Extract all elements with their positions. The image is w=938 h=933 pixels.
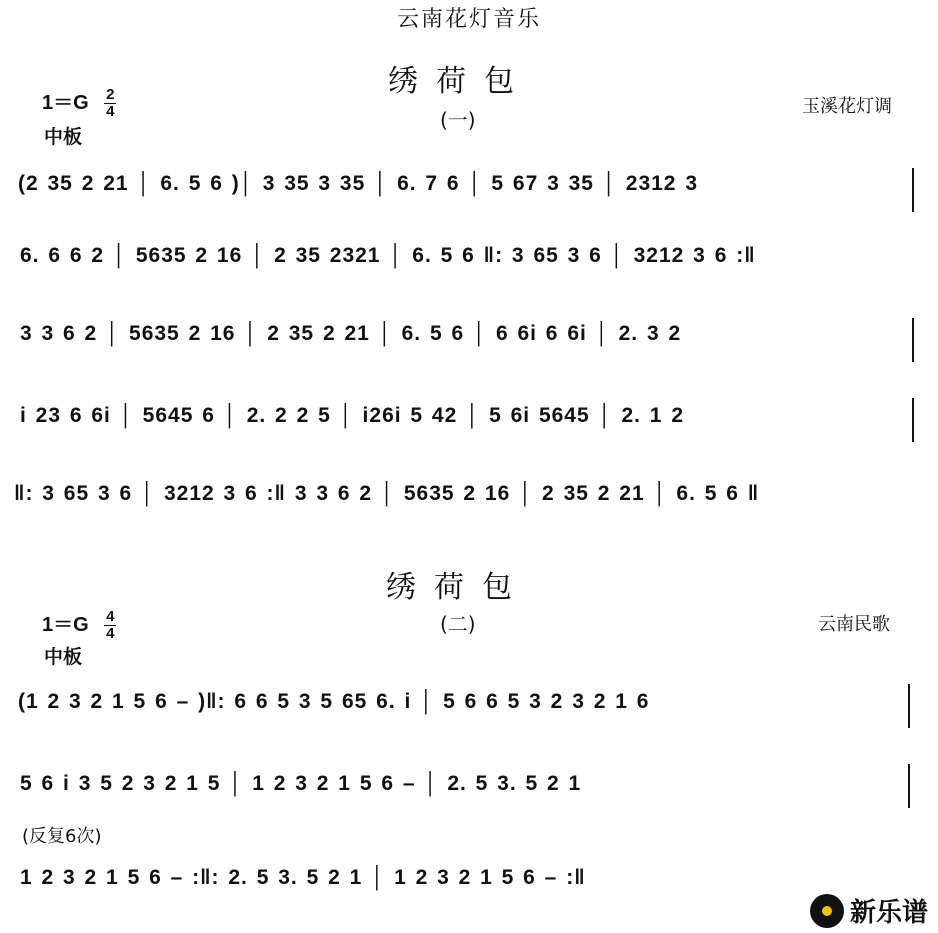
- song2-subtitle: (二): [440, 612, 476, 636]
- song2-line-2: 5 6 i 3 5 2 3 2 1 5 │ 1 2 3 2 1 5 6 – │ 2. 5 3. 5 2 1: [20, 772, 582, 795]
- watermark-text: 新乐谱: [849, 898, 928, 928]
- song1-line-4: i 23 6 6i │ 5645 6 │ 2. 2 2 5 │ i26i 5 42 │ 5 6i 5645 │ 2. 1 2: [20, 404, 684, 427]
- song1-title: 绣荷包: [388, 64, 532, 99]
- song1-time-bottom: 4: [106, 103, 115, 121]
- song1-line1-end-barline: [912, 168, 914, 212]
- song2-line2-end-barline: [908, 764, 910, 808]
- song2-tempo: 中板: [44, 646, 83, 668]
- song2-line-1: (1 2 3 2 1 5 6 – )‖: 6 6 5 3 5 65 6. i │ 5 6 6 5 3 2 3 2 1 6: [18, 690, 650, 713]
- song2-time-bottom: 4: [106, 625, 115, 643]
- song1-subtitle: (一): [440, 108, 476, 132]
- page-header: 云南花灯音乐: [396, 7, 541, 32]
- song1-key: 1＝G: [42, 92, 89, 114]
- song1-time-signature: [104, 88, 116, 119]
- song1-line-3: 3 3 6 2 │ 5635 2 16 │ 2 35 2 21 │ 6. 5 6 │ 6 6i 6 6i │ 2. 3 2: [20, 322, 682, 345]
- song1-origin: 玉溪花灯调: [802, 96, 892, 117]
- song2-time-top: 4: [106, 608, 115, 626]
- song1-line-5: ‖: 3 65 3 6 │ 3212 3 6 :‖ 3 3 6 2 │ 5635 2 16 │ 2 35 2 21 │ 6. 5 6 ‖: [14, 482, 760, 505]
- song1-line3-end-barline: [912, 318, 914, 362]
- song2-title: 绣荷包: [386, 570, 530, 605]
- song2-time-signature: [104, 610, 116, 641]
- song1-line4-end-barline: [912, 398, 914, 442]
- song1-key-signature: [42, 86, 116, 119]
- song2-origin: 云南民歌: [818, 614, 890, 635]
- song1-time-top: 2: [106, 86, 115, 104]
- song1-line-2: 6. 6 6 2 │ 5635 2 16 │ 2 35 2321 │ 6. 5 6 ‖: 3 65 3 6 │ 3212 3 6 :‖: [20, 244, 756, 267]
- song1-tempo: 中板: [44, 126, 83, 148]
- song2-line1-end-barline: [908, 684, 910, 728]
- record-disc-icon: [810, 894, 844, 928]
- song2-key: 1＝G: [42, 614, 89, 636]
- watermark-logo: [810, 892, 928, 929]
- song1-line-1: (2 35 2 21 │ 6. 5 6 )│ 3 35 3 35 │ 6. 7 6 │ 5 67 3 35 │ 2312 3: [18, 172, 699, 195]
- song2-key-signature: [42, 608, 116, 641]
- repeat-note: (反复6次): [22, 826, 102, 847]
- song2-line-3: 1 2 3 2 1 5 6 – :‖: 2. 5 3. 5 2 1 │ 1 2 3 2 1 5 6 – :‖: [20, 866, 586, 889]
